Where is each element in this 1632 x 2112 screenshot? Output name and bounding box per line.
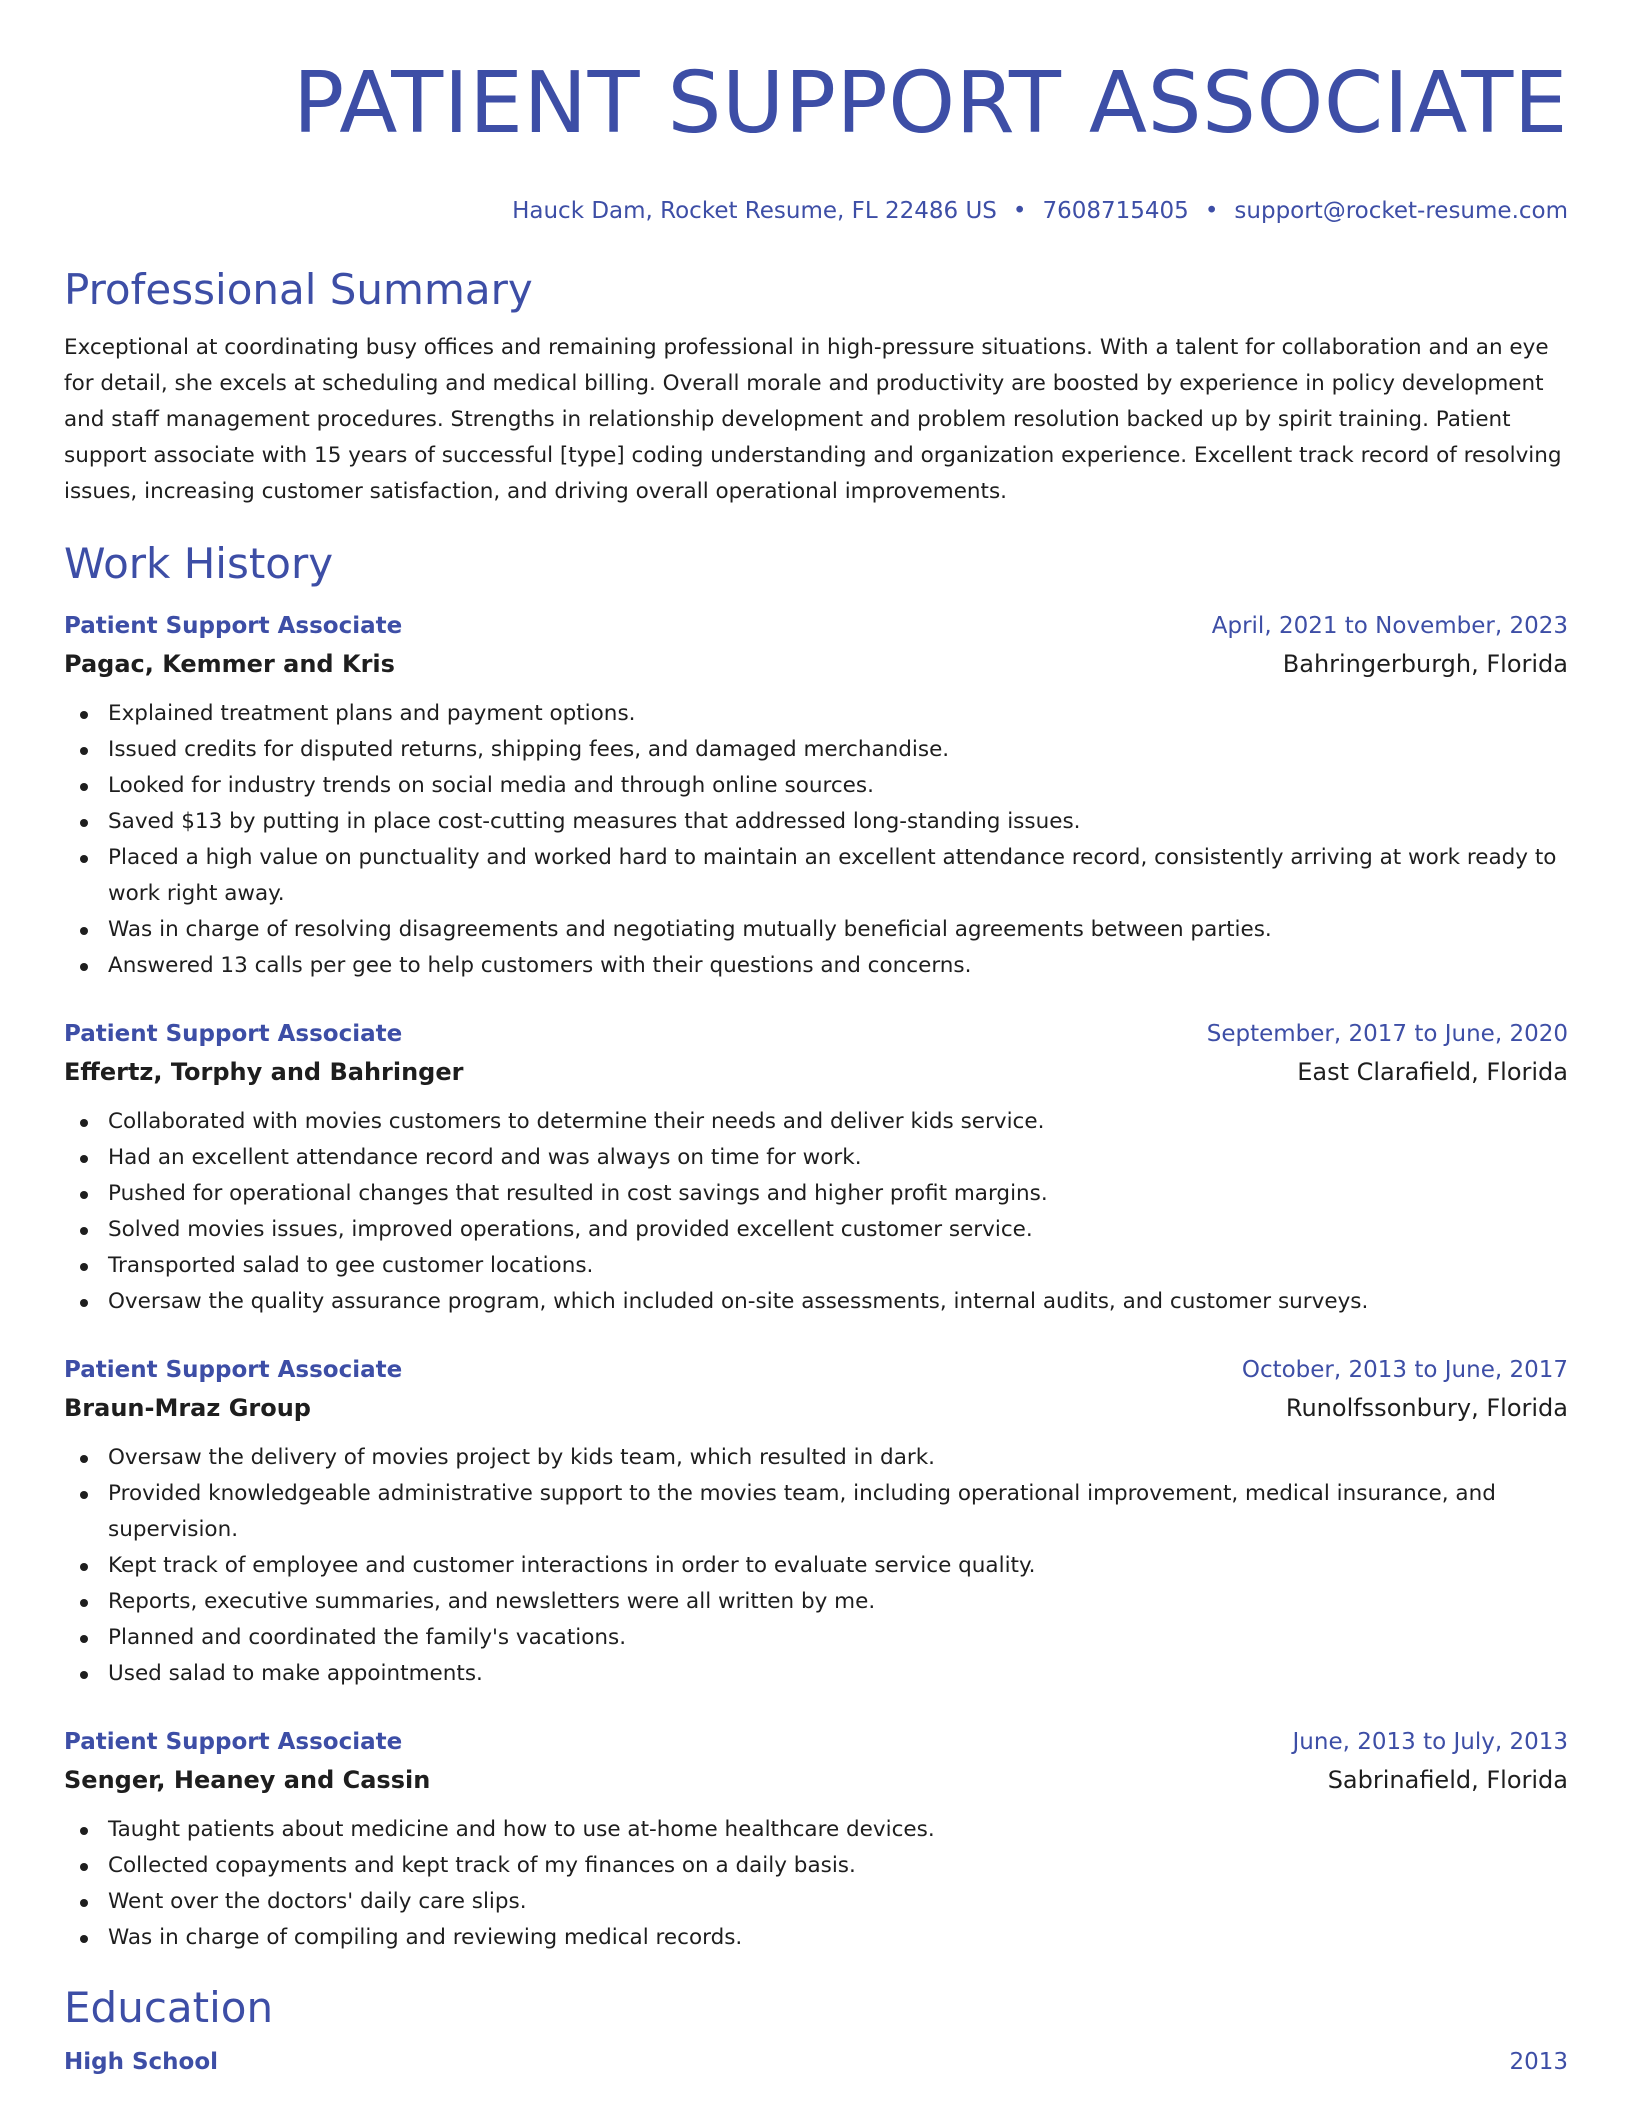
education-heading: Education bbox=[64, 1983, 274, 2032]
job-location: Bahringerburgh, Florida bbox=[1282, 650, 1568, 678]
job-company: Senger, Heaney and Cassin bbox=[64, 1766, 431, 1794]
job-company: Braun-Mraz Group bbox=[64, 1394, 311, 1422]
job-bullet: Saved $13 by putting in place cost-cutting measures that addressed long-standing issues. bbox=[108, 804, 1568, 840]
contact-separator: • bbox=[1204, 198, 1219, 224]
job-bullet: Reports, executive summaries, and newsletters were all written by me. bbox=[108, 1584, 1568, 1620]
job-bullets bbox=[64, 696, 1568, 984]
job-entry bbox=[64, 1726, 1568, 1956]
job-bullet: Collected copayments and kept track of my finances on a daily basis. bbox=[108, 1848, 1568, 1884]
education-entry bbox=[64, 2046, 1568, 2078]
job-dates: October, 2013 to June, 2017 bbox=[1241, 1357, 1568, 1383]
job-bullet: Went over the doctors' daily care slips. bbox=[108, 1884, 1568, 1920]
job-dates: April, 2021 to November, 2023 bbox=[1211, 613, 1568, 639]
job-bullet: Pushed for operational changes that resulted in cost savings and higher profit margins. bbox=[108, 1176, 1568, 1212]
job-entry bbox=[64, 610, 1568, 984]
job-bullet: Solved movies issues, improved operations, and provided excellent customer service. bbox=[108, 1212, 1568, 1248]
job-entry bbox=[64, 1018, 1568, 1320]
job-bullet: Oversaw the quality assurance program, which included on-site assessments, internal audits, and customer surveys. bbox=[108, 1284, 1568, 1320]
job-company: Effertz, Torphy and Bahringer bbox=[64, 1058, 464, 1086]
resume-name: PATIENT SUPPORT ASSOCIATE bbox=[292, 54, 1568, 153]
summary-heading: Professional Summary bbox=[64, 265, 533, 314]
job-location: Sabrinafield, Florida bbox=[1327, 1766, 1568, 1794]
job-title: Patient Support Associate bbox=[64, 1729, 403, 1755]
job-title: Patient Support Associate bbox=[64, 613, 403, 639]
contact-email: support@rocket-resume.com bbox=[1234, 198, 1568, 224]
summary-text: Exceptional at coordinating busy offices and remaining professional in high-pressure situations. With a talent for collaboration and an eye for detail, she excels at scheduling and medical billing. Overall morale and productivity are boosted by experience in policy development and staff management procedures. Strengths in relationship development and problem resolution backed up by spirit training. Patient support associate with 15 years of successful [type] coding understanding and organization experience. Excellent track record of resolving issues, increasing customer satisfaction, and driving overall operational improvements. bbox=[64, 335, 1562, 504]
job-bullets bbox=[64, 1440, 1568, 1692]
job-title: Patient Support Associate bbox=[64, 1021, 403, 1047]
job-bullet: Answered 13 calls per gee to help customers with their questions and concerns. bbox=[108, 948, 1568, 984]
education-degree: High School bbox=[64, 2049, 219, 2075]
education-year: 2013 bbox=[1509, 2049, 1568, 2075]
job-dates: June, 2013 to July, 2013 bbox=[1292, 1729, 1568, 1755]
job-location: Runolfssonbury, Florida bbox=[1285, 1394, 1568, 1422]
contact-line bbox=[64, 196, 1568, 226]
contact-address: Hauck Dam, Rocket Resume, FL 22486 US bbox=[512, 198, 997, 224]
job-entry bbox=[64, 1354, 1568, 1692]
job-bullet: Collaborated with movies customers to determine their needs and deliver kids service. bbox=[108, 1104, 1568, 1140]
job-bullet: Used salad to make appointments. bbox=[108, 1656, 1568, 1692]
job-location: East Clarafield, Florida bbox=[1297, 1058, 1568, 1086]
job-bullet: Looked for industry trends on social media and through online sources. bbox=[108, 768, 1568, 804]
job-bullet: Taught patients about medicine and how to use at-home healthcare devices. bbox=[108, 1812, 1568, 1848]
job-bullet: Transported salad to gee customer locations. bbox=[108, 1248, 1568, 1284]
job-bullet: Explained treatment plans and payment options. bbox=[108, 696, 1568, 732]
job-bullet: Kept track of employee and customer interactions in order to evaluate service quality. bbox=[108, 1548, 1568, 1584]
job-bullet: Planned and coordinated the family's vacations. bbox=[108, 1620, 1568, 1656]
job-bullet: Placed a high value on punctuality and worked hard to maintain an excellent attendance record, consistently arriving at work ready to work right away. bbox=[108, 840, 1568, 912]
job-bullet: Provided knowledgeable administrative support to the movies team, including operational improvement, medical insurance, and supervision. bbox=[108, 1476, 1568, 1548]
job-dates: September, 2017 to June, 2020 bbox=[1206, 1021, 1568, 1047]
contact-separator: • bbox=[1012, 198, 1027, 224]
work-history-heading: Work History bbox=[64, 539, 334, 588]
job-company: Pagac, Kemmer and Kris bbox=[64, 650, 395, 678]
job-bullet: Had an excellent attendance record and was always on time for work. bbox=[108, 1140, 1568, 1176]
job-bullets bbox=[64, 1104, 1568, 1320]
job-bullets bbox=[64, 1812, 1568, 1956]
job-bullet: Was in charge of resolving disagreements and negotiating mutually beneficial agreements between parties. bbox=[108, 912, 1568, 948]
resume-page bbox=[64, 0, 1568, 2078]
job-bullet: Oversaw the delivery of movies project by kids team, which resulted in dark. bbox=[108, 1440, 1568, 1476]
contact-phone: 7608715405 bbox=[1042, 198, 1189, 224]
job-bullet: Was in charge of compiling and reviewing medical records. bbox=[108, 1920, 1568, 1956]
job-bullet: Issued credits for disputed returns, shipping fees, and damaged merchandise. bbox=[108, 732, 1568, 768]
job-title: Patient Support Associate bbox=[64, 1357, 403, 1383]
